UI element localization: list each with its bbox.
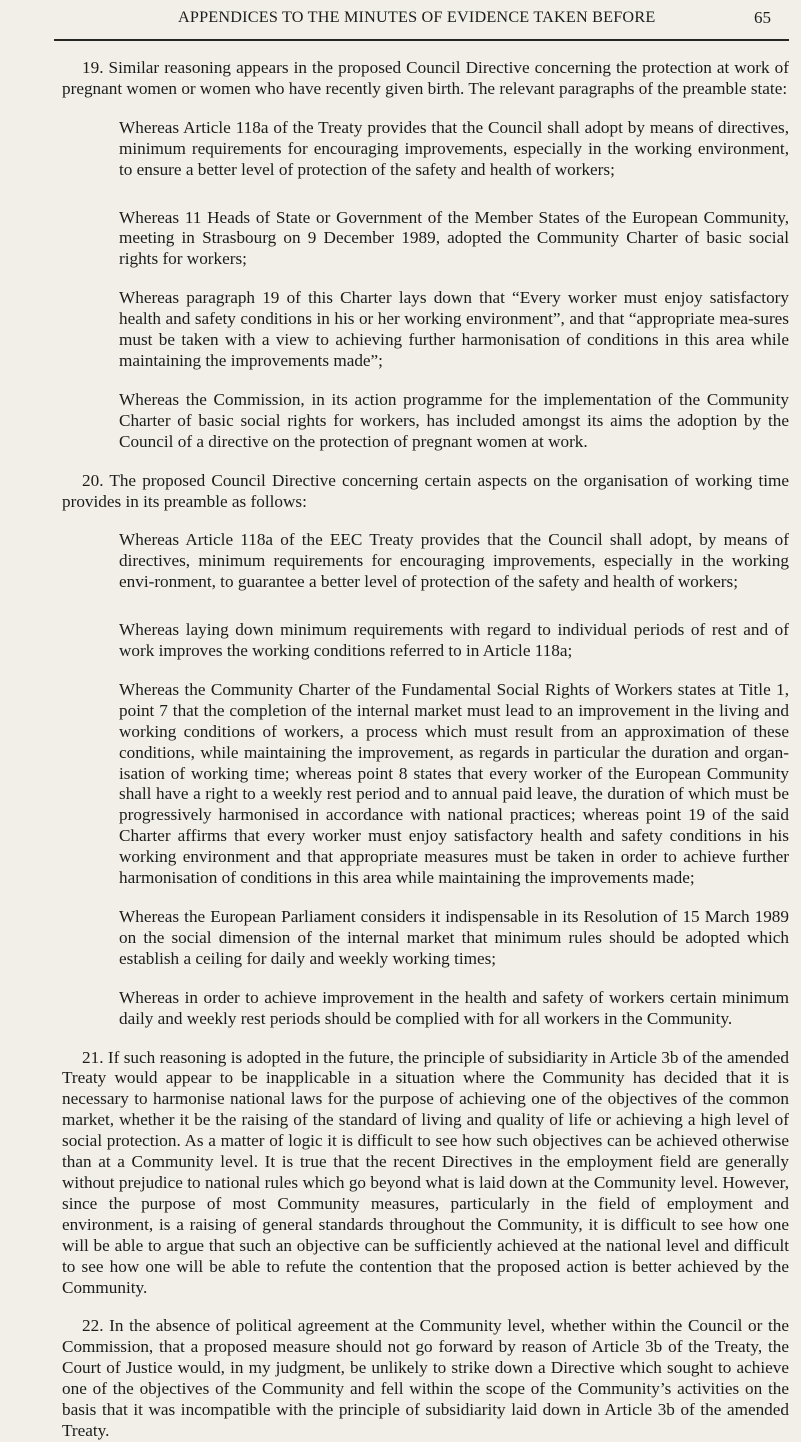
page-number: 65 (754, 8, 771, 27)
running-title: APPENDICES TO THE MINUTES OF EVIDENCE TAKEN BEFORE (178, 8, 656, 26)
quoted-recital: Whereas paragraph 19 of this Charter lays down that “Every worker must enjoy satisfactory health and safety conditions in his or her working environment”, and that “appropriate mea-sures must be taken with a view to achieving further harmonisation of conditions in this area while maintaining the improvements made”; (119, 288, 789, 370)
quoted-recital: Whereas laying down minimum requirements with regard to individual periods of rest and of work improves the working conditions referred to in Article 118a; (119, 620, 789, 661)
quoted-recital: Whereas Article 118a of the EEC Treaty provides that the Council shall adopt, by means of directives, minimum requirements for encouraging improvements, especially in the working envi-ronment, to guarantee a better level of protection of the safety and health of workers; (119, 530, 789, 592)
quoted-recital: Whereas the Commission, in its action programme for the implementation of the Community Charter of basic social rights for workers, has included amongst its aims the adoption by the Council of a directive on the protection of pregnant women at work. (119, 389, 789, 451)
quoted-recital: Whereas the Community Charter of the Fundamental Social Rights of Workers states at Title 1, point 7 that the completion of the internal market must lead to an improvement in the living and working conditions of workers, a process which must result from an approximation of these conditions, while maintaining the improvement, as regards in particular the duration and organ-isation of working time; whereas point 8 states that every worker of the European Community shall have a right to a weekly rest period and to annual paid leave, the duration of which must be progressively harmonised in accordance with national practices; whereas point 19 of the said Charter affirms that every worker must enjoy satisfactory health and safety conditions in his working environment and that appropriate measures must be taken in order to achieve further harmonisation of conditions in this area while maintaining the improvements made; (119, 679, 789, 888)
document-body (62, 58, 789, 1442)
paragraph-21: 21. If such reasoning is adopted in the future, the principle of subsidiarity in Article 3b of the amended Treaty would appear to be inapplicable in a situation where the Community has decided that it is necessary to harmonise national laws for the purpose of achieving one of the objectives of the common market, whether it be the raising of the standard of living and quality of life or achieving a high level of social protection. As a matter of logic it is difficult to see how such objectives can be achieved otherwise than at a Community level. It is true that the recent Directives in the employment field are generally without prejudice to national rules which go beyond what is laid down at the Community level. However, since the purpose of most Community measures, particularly in the field of employment and environment, is a raising of general standards throughout the Community, it is difficult to see how one will be able to argue that such an objective can be sufficiently achieved at the national level and difficult to see how one will be able to refute the contention that the proposed action is better achieved by the Community. (62, 1047, 789, 1297)
header-rule (54, 39, 789, 41)
quoted-recital: Whereas 11 Heads of State or Government of the Member States of the European Community, meeting in Strasbourg on 9 December 1989, adopted the Community Charter of basic social rights for workers; (119, 207, 789, 269)
quoted-recital: Whereas in order to achieve improvement in the health and safety of workers certain minimum daily and weekly rest periods should be complied with for all workers in the Community. (119, 987, 789, 1028)
paragraph-19: 19. Similar reasoning appears in the proposed Council Directive concerning the protection at work of pregnant women or women who have recently given birth. The relevant paragraphs of the preamble state: (62, 58, 789, 98)
quoted-recital: Whereas Article 118a of the Treaty provides that the Council shall adopt by means of directives, minimum requirements for encouraging improvements, especially in the working environment, to ensure a better level of protection of the safety and health of workers; (119, 117, 789, 179)
paragraph-20: 20. The proposed Council Directive concerning certain aspects on the organisation of working time provides in its preamble as follows: (62, 470, 789, 511)
running-header (0, 8, 801, 32)
paragraph-22: 22. In the absence of political agreement at the Community level, whether within the Council or the Commission, that a proposed measure should not go forward by reason of Article 3b of the Treaty, the Court of Justice would, in my judgment, be unlikely to strike down a Directive which sought to achieve one of the objectives of the Community and fell within the scope of the Community’s activities on the basis that it was incompatible with the principle of subsidiarity laid down in Article 3b of the amended Treaty. (62, 1316, 789, 1440)
quoted-recital: Whereas the European Parliament considers it indispensable in its Resolution of 15 March 1989 on the social dimension of the internal market that minimum rules should be adopted which establish a ceiling for daily and weekly working times; (119, 907, 789, 968)
